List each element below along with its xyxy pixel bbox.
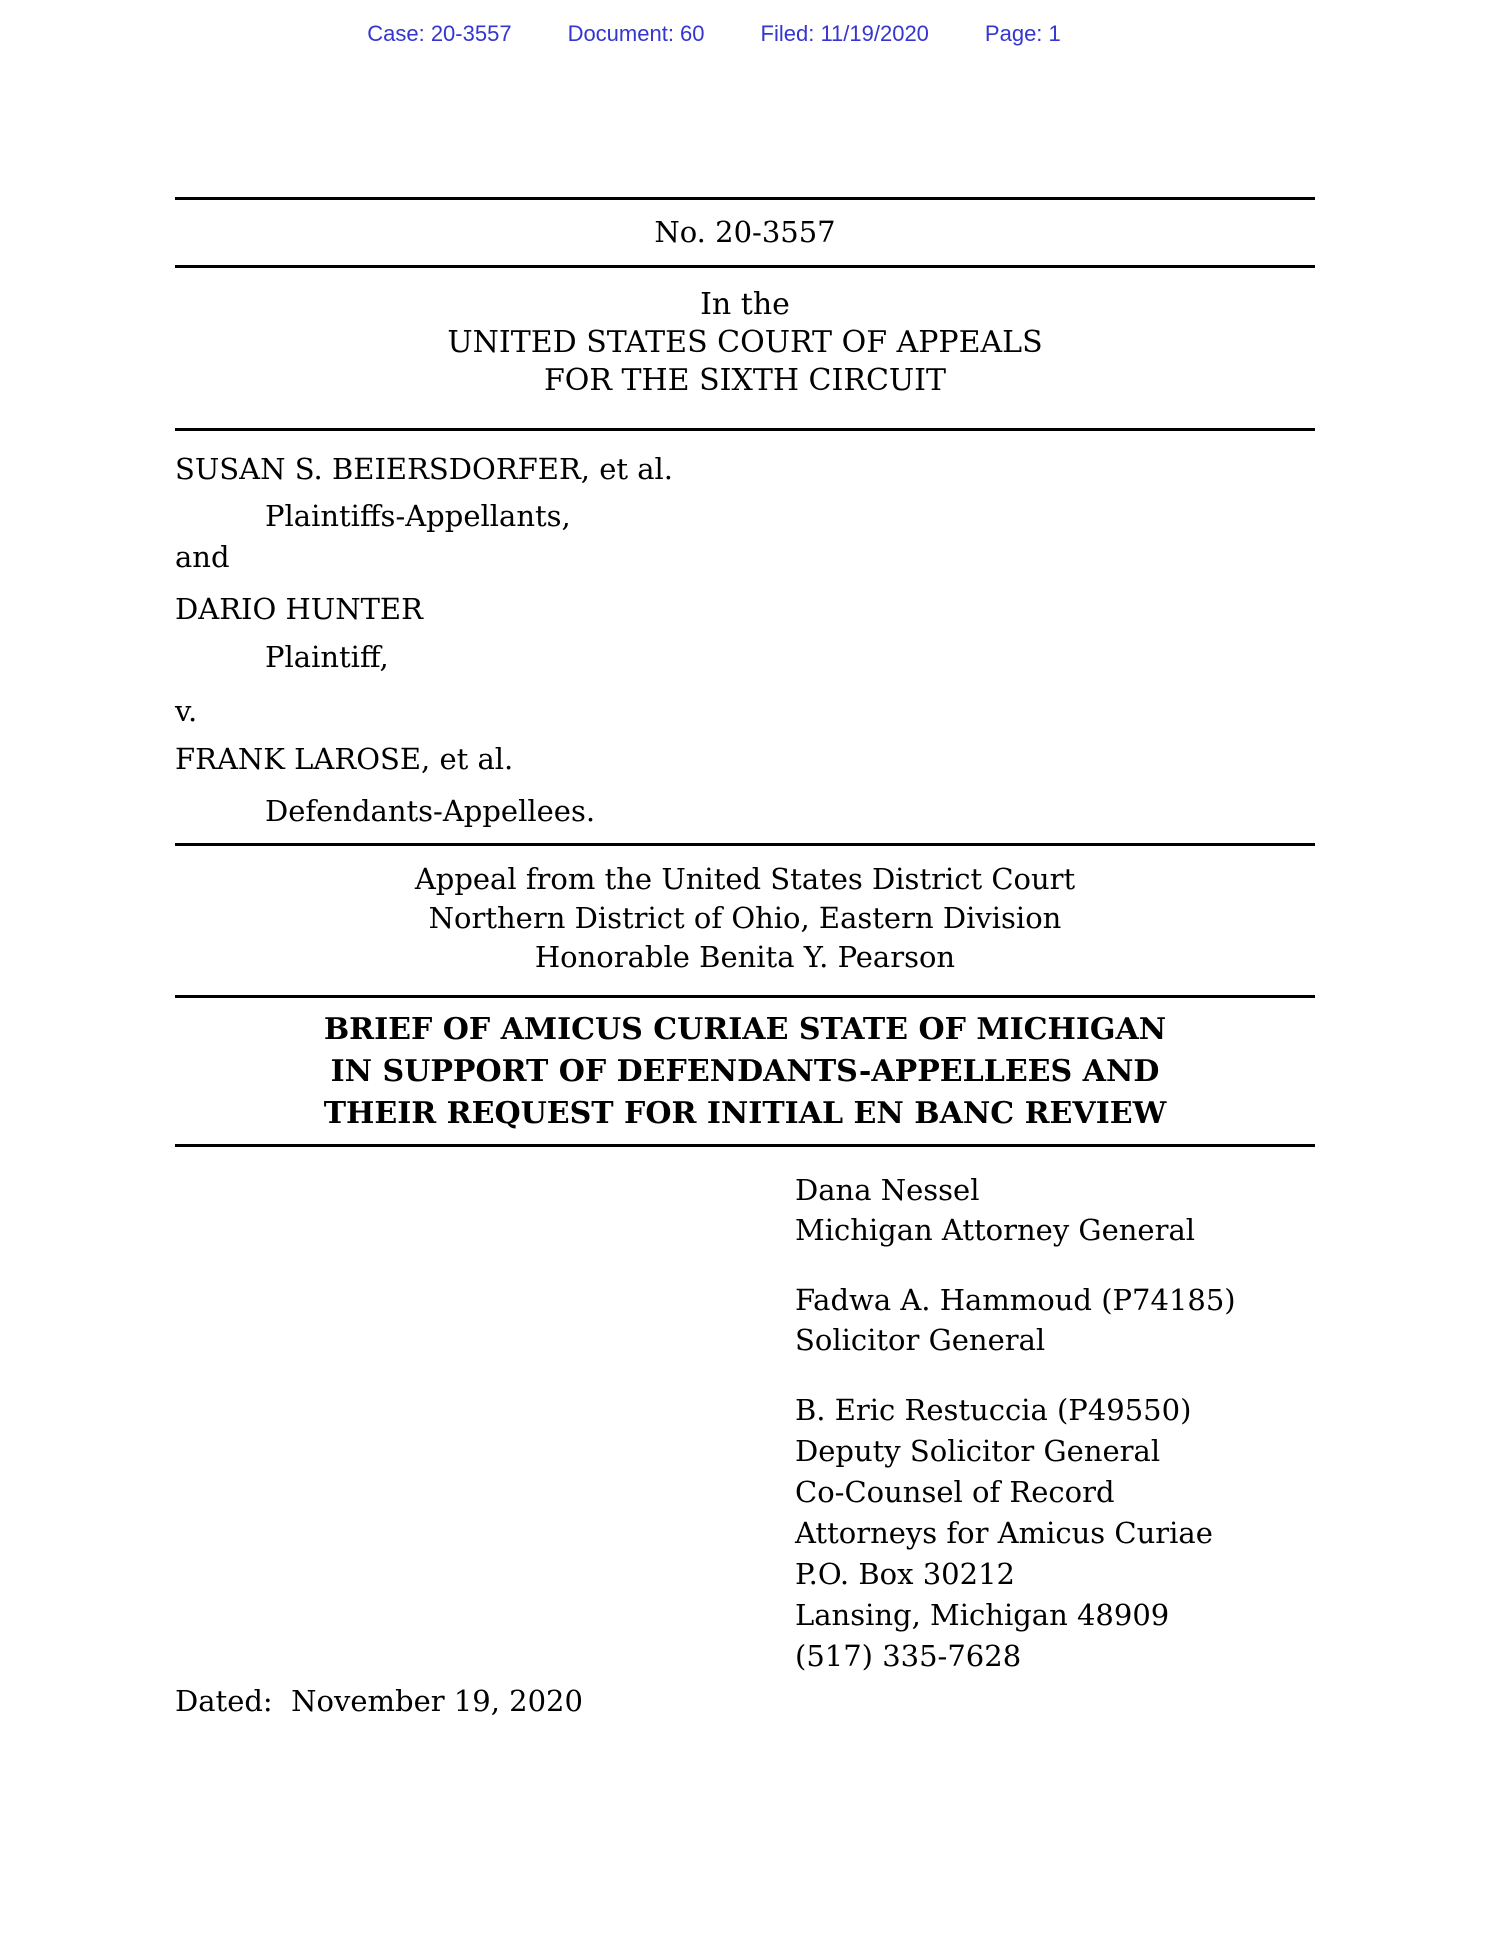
pacer-page-label: Page: 1 bbox=[984, 21, 1061, 46]
counsel-city-state-zip: Lansing, Michigan 48909 bbox=[795, 1598, 1170, 1632]
counsel-title: Solicitor General bbox=[795, 1323, 1046, 1357]
counsel-capacity: Attorneys for Amicus Curiae bbox=[795, 1516, 1213, 1550]
brief-title-line2: IN SUPPORT OF DEFENDANTS-APPELLEES AND bbox=[330, 1054, 1160, 1089]
party-plaintiff-name: DARIO HUNTER bbox=[175, 592, 423, 626]
counsel-group-deputy-solicitor bbox=[795, 1390, 1315, 1677]
court-heading-circuit: FOR THE SIXTH CIRCUIT bbox=[543, 363, 947, 398]
counsel-phone: (517) 335-7628 bbox=[795, 1639, 1022, 1673]
court-heading-name: UNITED STATES COURT OF APPEALS bbox=[447, 325, 1043, 360]
counsel-group-attorney-general bbox=[795, 1170, 1315, 1250]
party-conjunction-and: and bbox=[175, 540, 230, 574]
appeal-source-judge: Honorable Benita Y. Pearson bbox=[534, 940, 956, 974]
counsel-title: Deputy Solicitor General bbox=[795, 1434, 1161, 1468]
pacer-document-label: Document: 60 bbox=[567, 21, 705, 46]
party-defendants-role: Defendants-Appellees. bbox=[265, 794, 596, 828]
pacer-case-label: Case: 20-3557 bbox=[367, 21, 512, 46]
cover-content bbox=[175, 0, 1315, 1722]
counsel-title: Michigan Attorney General bbox=[795, 1213, 1196, 1247]
parties-block bbox=[175, 431, 1315, 843]
counsel-po-box: P.O. Box 30212 bbox=[795, 1557, 1015, 1591]
brief-title-line3: THEIR REQUEST FOR INITIAL EN BANC REVIEW bbox=[323, 1096, 1167, 1131]
case-number: No. 20-3557 bbox=[654, 215, 836, 249]
appeal-source-block bbox=[175, 846, 1315, 995]
pacer-filed-label: Filed: 11/19/2020 bbox=[760, 21, 929, 46]
party-versus: v. bbox=[175, 694, 198, 728]
brief-title bbox=[175, 998, 1315, 1144]
court-heading bbox=[175, 268, 1315, 428]
counsel-name: Fadwa A. Hammoud (P74185) bbox=[795, 1283, 1236, 1317]
counsel-group-solicitor-general bbox=[795, 1280, 1315, 1360]
party-defendants-name: FRANK LAROSE, et al. bbox=[175, 742, 514, 776]
counsel-name: Dana Nessel bbox=[795, 1173, 980, 1207]
dated-line: Dated: November 19, 2020 bbox=[175, 1684, 583, 1718]
counsel-role: Co-Counsel of Record bbox=[795, 1475, 1115, 1509]
divider-below-title bbox=[175, 1144, 1315, 1147]
party-plaintiff-role: Plaintiff, bbox=[265, 640, 389, 674]
counsel-block bbox=[795, 1170, 1315, 1677]
brief-title-line1: BRIEF OF AMICUS CURIAE STATE OF MICHIGAN bbox=[323, 1012, 1167, 1047]
appeal-source-line1: Appeal from the United States District Court bbox=[414, 862, 1076, 896]
court-heading-in-the: In the bbox=[700, 287, 790, 322]
party-plaintiffs-name: SUSAN S. BEIERSDORFER, et al. bbox=[175, 452, 674, 486]
counsel-name: B. Eric Restuccia (P49550) bbox=[795, 1393, 1192, 1427]
appeal-source-line2: Northern District of Ohio, Eastern Division bbox=[428, 901, 1062, 935]
party-plaintiffs-role: Plaintiffs-Appellants, bbox=[265, 499, 571, 533]
